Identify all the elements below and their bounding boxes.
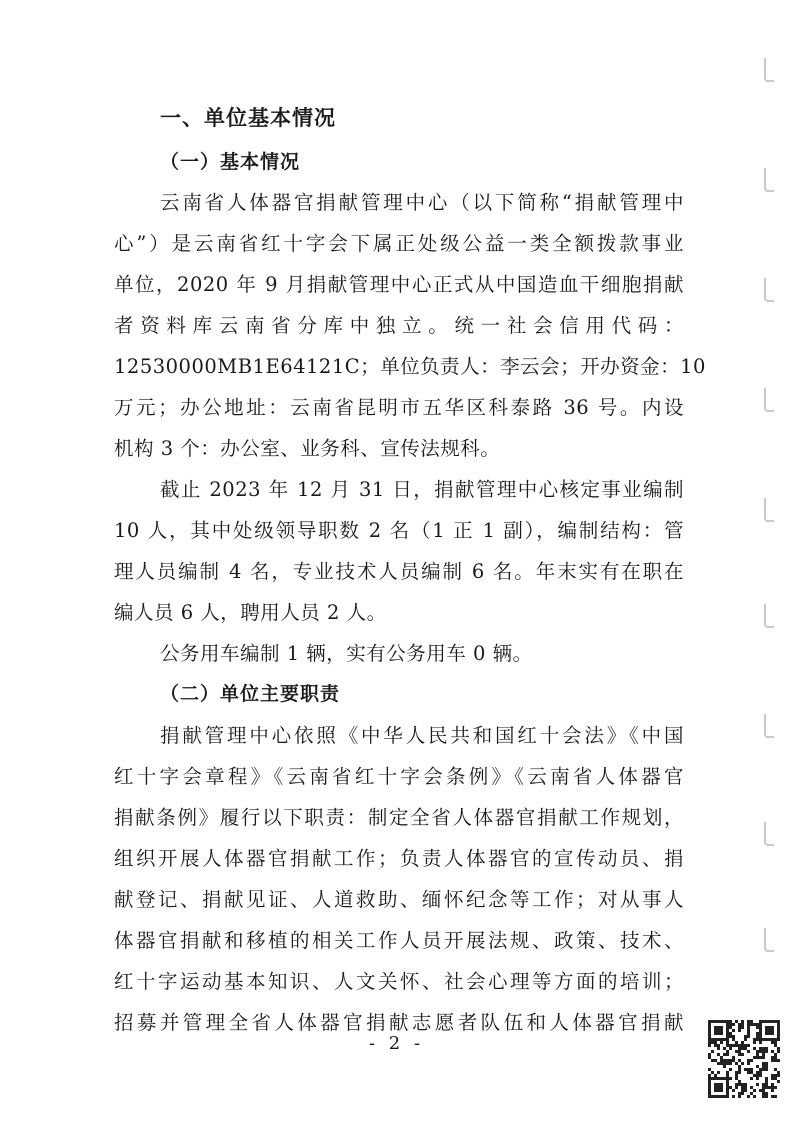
paragraph-line: 红十字会章程》《云南省红十字会条例》《云南省人体器官 xyxy=(114,765,684,788)
paragraph-line: 10 人，其中处级领导职数 2 名（1 正 1 副），编制结构：管 xyxy=(114,519,684,542)
paragraph-line: 捐献管理中心依照《中华人民共和国红十会法》《中国 xyxy=(160,724,684,747)
binding-mark xyxy=(764,714,774,738)
binding-mark xyxy=(764,278,774,302)
paragraph-line: 红十字运动基本知识、人文关怀、社会心理等方面的培训； xyxy=(114,970,684,993)
paragraph-line: 理人员编制 4 名，专业技术人员编制 6 名。年末实有在职在 xyxy=(114,560,684,583)
paragraph-line: 体器官捐献和移植的相关工作人员开展法规、政策、技术、 xyxy=(114,929,684,952)
paragraph-line: 云南省人体器官捐献管理中心（以下简称“捐献管理中 xyxy=(160,191,684,214)
subsection-heading-basic: （一）基本情况 xyxy=(160,151,301,173)
page-number: - 2 - xyxy=(368,1033,425,1054)
paragraph-line: 捐献条例》履行以下职责：制定全省人体器官捐献工作规划， xyxy=(114,806,684,829)
paragraph-line: 单位，2020 年 9 月捐献管理中心正式从中国造血干细胞捐献 xyxy=(114,273,684,296)
paragraph-line: 截止 2023 年 12 月 31 日，捐献管理中心核定事业编制 xyxy=(160,478,684,501)
paragraph-line: 万元；办公地址：云南省昆明市五华区科泰路 36 号。内设 xyxy=(114,396,684,419)
binding-mark xyxy=(764,928,774,952)
paragraph-line: 献登记、捐献见证、人道救助、缅怀纪念等工作；对从事人 xyxy=(114,888,684,911)
paragraph-line: 者资料库云南省分库中独立。统一社会信用代码： xyxy=(114,314,684,337)
paragraph-line: 组织开展人体器官捐献工作；负责人体器官的宣传动员、捐 xyxy=(114,847,684,870)
paragraph-line: 公务用车编制 1 辆，实有公务用车 0 辆。 xyxy=(160,642,533,665)
qr-code-icon xyxy=(708,1020,780,1100)
binding-mark xyxy=(764,168,774,192)
paragraph-line: 招募并管理全省人体器官捐献志愿者队伍和人体器官捐献 xyxy=(114,1011,684,1034)
paragraph-line: 机构 3 个：办公室、业务科、宣传法规科。 xyxy=(114,437,501,460)
paragraph-line: 12530000MB1E64121C；单位负责人：李云会；开办资金：10 xyxy=(114,355,706,378)
binding-mark xyxy=(764,58,774,82)
subsection-heading-duties: （二）单位主要职责 xyxy=(160,683,341,705)
section-heading: 一、单位基本情况 xyxy=(160,106,336,130)
binding-mark xyxy=(764,498,774,522)
paragraph-line: 编人员 6 人，聘用人员 2 人。 xyxy=(114,601,387,624)
binding-mark xyxy=(764,604,774,628)
paragraph-line: 心”）是云南省红十字会下属正处级公益一类全额拨款事业 xyxy=(114,232,684,255)
binding-mark xyxy=(764,822,774,846)
binding-mark xyxy=(764,388,774,412)
